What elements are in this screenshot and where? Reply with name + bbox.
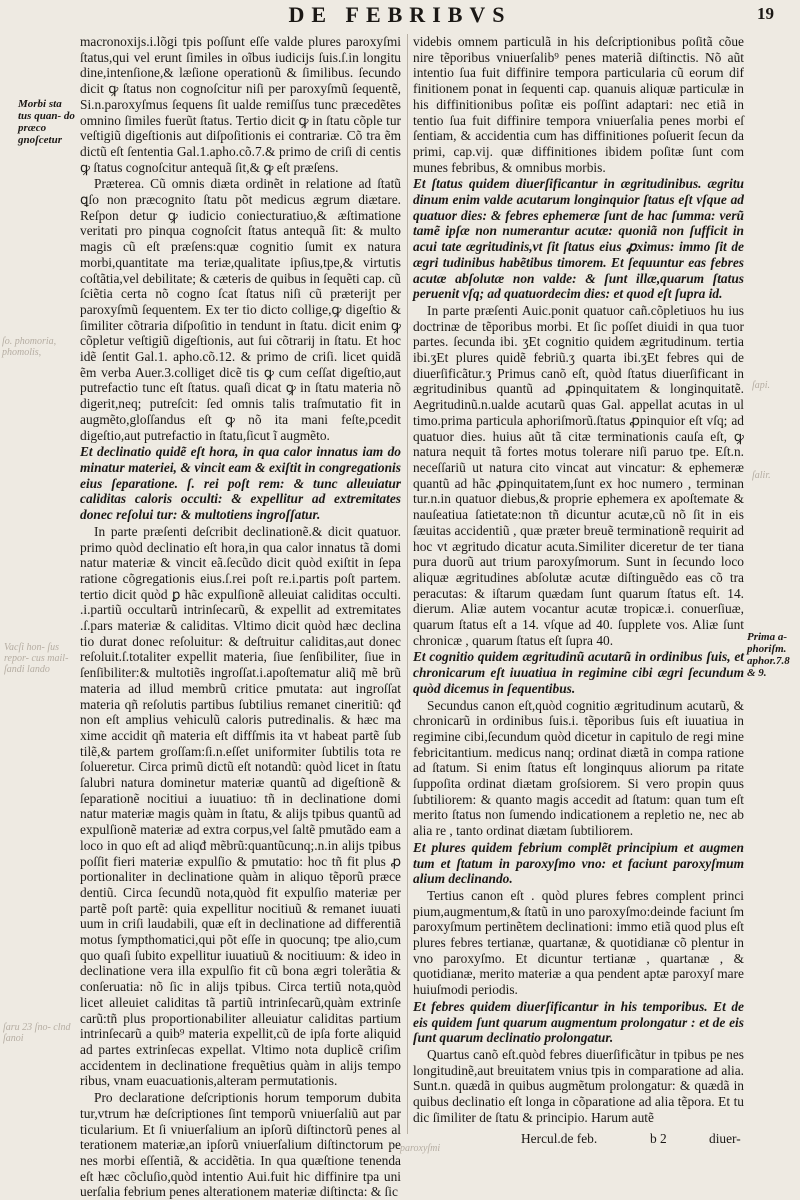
left-paragraph: Pro declaratione deſcriptionis horum temporum dubita tur,vtrum hæ deſcriptiones ſint temporũ vniuerſaliũ aut par ticularium. Et ſi vniuerſalium an ipſorũ diſtinctorũ penes al terationem materiæ,an ipſorũ vniuerſalium diſtinctorum pe nes morbi eſſentiã, & accidẽtia. In qua quæſtione tenenda eſt hæc cõcluſio,quòd intentio Aui.fuit hic diffinire tpa uni uerſalia febrium penes alterationem materiæ diſtincta: & ſic — [80, 1090, 401, 1200]
bleed-through-text: ſapi. — [752, 380, 771, 391]
right-lemma: Et ſtatus quidem diuerſificantur in ægritudinibus. ægritu dinum enim valde acutarum longinquior ſtatus eſt vſque ad quatuor dies: & febres ephemeræ ſunt de hac ſumma: verũ tamẽ ipſæ non numerantur acutæ: quoniã non ſufficit in acui tate ægritudinis,vt ſit ſtatus eius ꝓximus: immo ſit de ægri tudinibus habẽtibus timorem. Et ſequuntur eas febres acutæ abſolutæ non valde: & ſunt illæ,quarum ſtatus peruenit vſq; ad quatuordecim dies: et quod eſt ſupra id. — [413, 176, 744, 302]
left-paragraph: Præterea. Cũ omnis diæta ordinẽt in relatione ad ſtatũ ꝗſo non præcognito ſtatu põt medicus ægrum diætare. Reſpon detur ꝙ iudicio coniecturatiuo,& æſtimatione veritati pro pinqua cognoſcit ſtatus antequã ſit: & multo magis cũ eſt præſens:quæ cognitio ſumit ex natura morbi,quantitate ma teriæ,qualitate ipſius,tpe,& virtutis coſtãtia,vel debilitate; & cæteris de quibus in ſequẽti cap. cũ ſciẽtia certa nõ cogno ſcat ſtatus niſi cũ præterijt per paroxyſmũ ſequentem. Ex ter tio dicto collige,ꝙ digeſtio & ſimiliter cõtraria diſpoſitio in tendunt in ſtatu. dicit enim ꝙ cõpletur veſtigiũ digeſtionis, aut ſui cõtrarij in ſtatu. Et hoc idẽ ſentit Gal.1. apho.cõ.12. & primo de criſi. licet quidã ẽm verba Auer.3.colliget dicẽ tis ꝙ cum ceſſat digeſtio,aut putrefactio tunc eſt ſtatus. quaſi dicat ꝙ in ſtatu materia nõ digerit,neq; putreſcit: ſed omnis talis traſmutatio fit in augmẽto,gloſſandus eſt ꝙ nõ ita mani feſte,pcedit digeſtio,aut putrefactio in ſtatu,ſicut ĩ augmẽto. — [80, 176, 401, 443]
left-text-column — [80, 34, 401, 1200]
running-title: DE FEBRIBVS — [288, 2, 512, 27]
margin-note-left: Morbi sta tus quan- do præco gnoſcetur — [18, 98, 75, 146]
right-paragraph: videbis omnem particulã in his deſcriptionibus poſitã cõue nire tẽporibus vniuerſalib⁹ penes materiã diſtinctis. Nõ aũt intentio ſua fuit diffinire tempora particularia cũ eorum dif finitionem ponat in ſequenti cap. quanuis aliquæ particulæ in his diffinitionibus poſitæ eis poſſint adaptari: nec etiã in tentio ſua fuit diffinire tempora vniuerſalia penes morbi eſ ſentiam, & accidentia cum has diffinitiones poſuerit ſecun da primi, cap.vij. quæ diffinitiones ibidem poſitæ ſunt com munes febribus, & omnibus morbis. — [413, 34, 744, 175]
gutter-rule — [407, 34, 408, 1134]
page-header — [0, 2, 800, 36]
right-paragraph: In parte præſenti Auic.ponit quatuor cañ.cõpletiuos hu ius doctrinæ de tẽporibus morbi. Et ſic poſſet diuidi in qua tuor partes. ſecunda ibi. ʒEt cognitio quidem ægritudinum. tertia ibi.ʒEt plures quidẽ febriũ.ʒ quarta ibi.ʒEt febres qui de diuerſificãtur.ʒ Primus canõ eſt, quòd ſtatus diuerſificant in ægritudinibus quantũ ad ꝓpinquitatem & longinquitatẽ. Aegritudinũ.n.ualde acutarũ quas Gal. appellat acutas in ul timo.prima particula aphoriſmorũ.ſtatus ꝓpinquior eſt vſq; ad quatuor dies. huius aũt tã citæ terminationis cauſa eſt, ꝙ natura nequit tã fortes motus tolerare niſi paruo tpe. Eſt.n. neceſſariũ ut natura cito vincat aut vincatur: & ephemeræ quantũ ad hãc ꝓpinquitatem,ſunt ex hoc numero , terminan tur.n.in quatuor diebus,& proprie ephemera ex apoſtemate & nauſeatiua ſatietate:non tñ dicuntur acutæ,cũ nõ ſit in eis ſæuitas accidentiũ , quæ præter breuẽ terminationẽ requirit ad hoc vt ægritudo dicatur acuta.Similiter diceretur de ter tiana pura duorũ aut trium paroxyſmorum. Sunt in ſecundo loco aliquæ ægritudines abſolutæ acutæ diſtinguẽdo eas cõ tra peracutas: & iſtarum quædam ſunt quarum ſtatus eſt. 14. dierum. Aliæ autem vocantur acutæ tropicæ.i. conuerſiuæ, quarum ſtatus eſt a 14. vſque ad 40. ſupplete vos. Aliæ ſunt chronicæ , quarum ſtatus eſt ſupra 40. — [413, 302, 744, 648]
margin-note-right: Prima a- phoriſm. aphor.7.8 & 9. — [747, 631, 790, 679]
bleed-through-text: ſalir. — [752, 470, 771, 481]
page-footer — [0, 1131, 800, 1155]
right-paragraph: Quartus canõ eſt.quòd febres diuerſificãtur in tpibus pe nes longitudinẽ,aut breuitatem vnius tpis in comparatione ad alia. Sunt.n. quædã in quibus augmẽtum prolongatur: & quædã in quibus declinatio eſt longa in cõparatione ad alia tẽpora. Et tu dic ſimiliter de ſtatu & principio. Harum autẽ — [413, 1047, 744, 1125]
right-lemma: Et febres quidem diuerſificantur in his temporibus. Et de eis quidem ſunt quarum augmentum prolongatur : et de eis ſunt quarum declinatio prolongatur. — [413, 998, 744, 1046]
left-paragraph: In parte præſenti deſcribit declinationẽ.& dicit quatuor. primo quòd declinatio eſt hora,in qua calor innatus tã domi natur materiæ & vincit eã.ſecũdo dicit quòd exiſtit in ſepa ratione cõgregationis eius.ſ.rei poſt re.i.partis poſt partem. tertio dicit quòd ꝑ hãc expulſionẽ alleuiat caliditas occulti. .i.partiũ occultarũ intrinſecarũ, & expellit ad extremitates .ſ.pars materiæ & caliditas. Vltimo dicit quòd hæc declina tio durat donec reſoluitur: & deſtruitur caliditas,aut donec reſoluit.ſ.totaliter expellit materia, ſiue ſenſibiliter, ſiue in ſenſibiliter:& multotiẽs ingroſſat.i.apoſtematur aliq̃ mẽ brũ materia ad illud membrũ critice pmutata: aut ingroſſat materia qñ reſolutis partibus ſubtilius remanet cineritiũ: qđ non eſt amplius vehiculũ caloris putredinalis. & hæc ma xime accidit qñ materia eſt diffſmis ita vt habeat partẽ ſub tilẽ,& partem groſſam:ſi.n.eſſet uniformiter ſubtilis tota re ſolueretur. Circa primũ dictũ eſt notandũ: quòd licet in ſtatu ſalubri natura dominetur materiæ quantũ ad digeſtionẽ & ſeparationẽ nocitiui a iuuatiuo: tñ in declinatione domi natur materiæ magis quàm in ſtatu, & alijs tpibus quantũ ad expulſionẽ materiæ ad extra corpus,vel ſaltẽ pmutãdo eam a loco in quo eſt ad aliqđ mẽbrũ:quantũcunq;.n.in alijs tpibus poſſit fieri materiæ expulſio & pmutatio: hoc tñ fit plus ꝓ portionaliter in declinatione quàm in aliquo tẽporũ præce dentiũ. Circa ſecundũ nota,quòd fit expulſio materiæ per partẽ poſt partẽ: quia expellitur nocitiuũ & remanet iuuati uum in criſi laudabili, quæ eſt in declinatione ad differentiã motus ſympthomatici,qui põt eſſe in quocunq; tpe alio,cum quo quaſi ſubito expellitur iuuatiuũ & nocitiuum: & ideo in declinatione vera illa expulſio fit cũ bona ægri tolerãtia & conſeruatia: nõ ſic in alijs tpibus. Circa tertiũ nota,quòd licet alleuiet caliditas tã partiũ intrinſecarũ,quàm extrinſe carũ:tñ plus proportionabiliter alleuiatur caliditas partium intrinſecarũ a quib⁹ materia expellit,cũ de ipſa forte aliquid ad partes extrinſecas expellat. Vltimo nota duplicẽ criſim accidentem in declinatione frequẽtius quàm in alijs tempo ribus, vnam euacuationis,alteram permutationis. — [80, 523, 401, 1089]
footer-title: Hercul.de feb. — [521, 1131, 598, 1146]
column-gutter — [402, 34, 412, 1134]
left-lemma: Et declinatio quidẽ eſt hora, in qua calor innatus iam do minatur materiei, & vincit eam & exiſtit in congregationis eius ſeparatione. ſ. rei poſt rem: & tunc alleuiatur caliditas caloris occulti: & expellitur ad extremitates donec reſolui tur: & multotiens ingroſſatur. — [80, 444, 401, 523]
bleed-through-text: ſaru 23 ſno- clnd ſanoi — [3, 1022, 71, 1044]
left-paragraph: macronoxijs.i.lõgi tpis poſſunt eſſe valde plures paroxyſmi ſtatus,qui vel erunt ſimiles in oĩbus iudicijs ſuis.ſ.in longitu dine,intenſione,& læſione operationũ & ſimilibus. ſecundo dicit ꝙ ſtatus non cognoſcitur niſi per paroxyſmũ ſequentẽ, Si.n.paroxyſmus ſequens ſit ualde remiſſus tunc præcedẽtes omnino ſimiles fuerũt ſtatus. Tertio dicit ꝙ in ſtatu cõple tur veſtigiũ digeſtionis aut diſpoſitionis ei contrariæ. Cõ tra ẽm dictũ eſt ſententia Gal.1.apho.cõ.7.& primo de criſi di centis ꝙ ſtatus cognoſcitur antequã ſit,& ꝙ eſt præſens. — [80, 34, 401, 175]
bleed-through-text: ſo. phomoria, phomolis, — [2, 336, 57, 358]
right-paragraph: Tertius canon eſt . quòd plures febres complent princi pium,augmentum,& ſtatũ in uno paroxyſmo:deinde faciunt ſm paroxyſmum pertinẽtem declinationi: immo etiã quod plus eſt plures febres tertianæ, quartanæ, & quotidianæ cõ plentur in vno paroxyſmo. Et dicuntur tertianæ , quartanæ , & quotidianæ, merito materiæ a qua pendent aptæ paroxyſ mare huiuſmodi periodis. — [413, 887, 744, 998]
bleed-through-text: paroxyſmi — [400, 1143, 441, 1154]
right-paragraph: Secundus canon eſt,quòd cognitio ægritudinum acutarũ, & chronicarũ in ordinibus ſuis.i. tẽporibus ſuis eſt iuuatiua in regimine cibi,ſecundum quòd dicetur in capitulo de regi mine febricitantium. medicus nanq; ordinat diætã in compa ratione ad ſtatum. Si enim ſtatus eſt longinquus aliorum pa ritate ſuppoſita ordinat diætam groſsiorem. Si vero propin quus ſubtiliorem: & quanto magis accedit ad ſtatum: quan tum eſt merito ſtatus non ſumendo indicationem a repletio ne, nec ab alia re , tanto ordinat diætam ſubtiliorem. — [413, 697, 744, 839]
right-text-column — [413, 34, 744, 1134]
signature-mark: b 2 — [650, 1131, 667, 1146]
bleed-through-text: Vacſi hon- ſus repor- cus mail- ſandi lando — [4, 642, 69, 675]
page-number: 19 — [757, 4, 774, 23]
right-lemma: Et cognitio quidem ægritudinũ acutarũ in ordinibus ſuis, et chronicarum eſt iuuatiua in regimine cibi ægri ſecundum quòd dicemus in ſequentibus. — [413, 649, 744, 696]
right-lemma: Et plures quidem febrium complẽt principium et augmen tum et ſtatum in paroxyſmo vno: et faciunt paroxyſmum alium declinando. — [413, 839, 744, 887]
catchword: diuer- — [709, 1131, 741, 1146]
